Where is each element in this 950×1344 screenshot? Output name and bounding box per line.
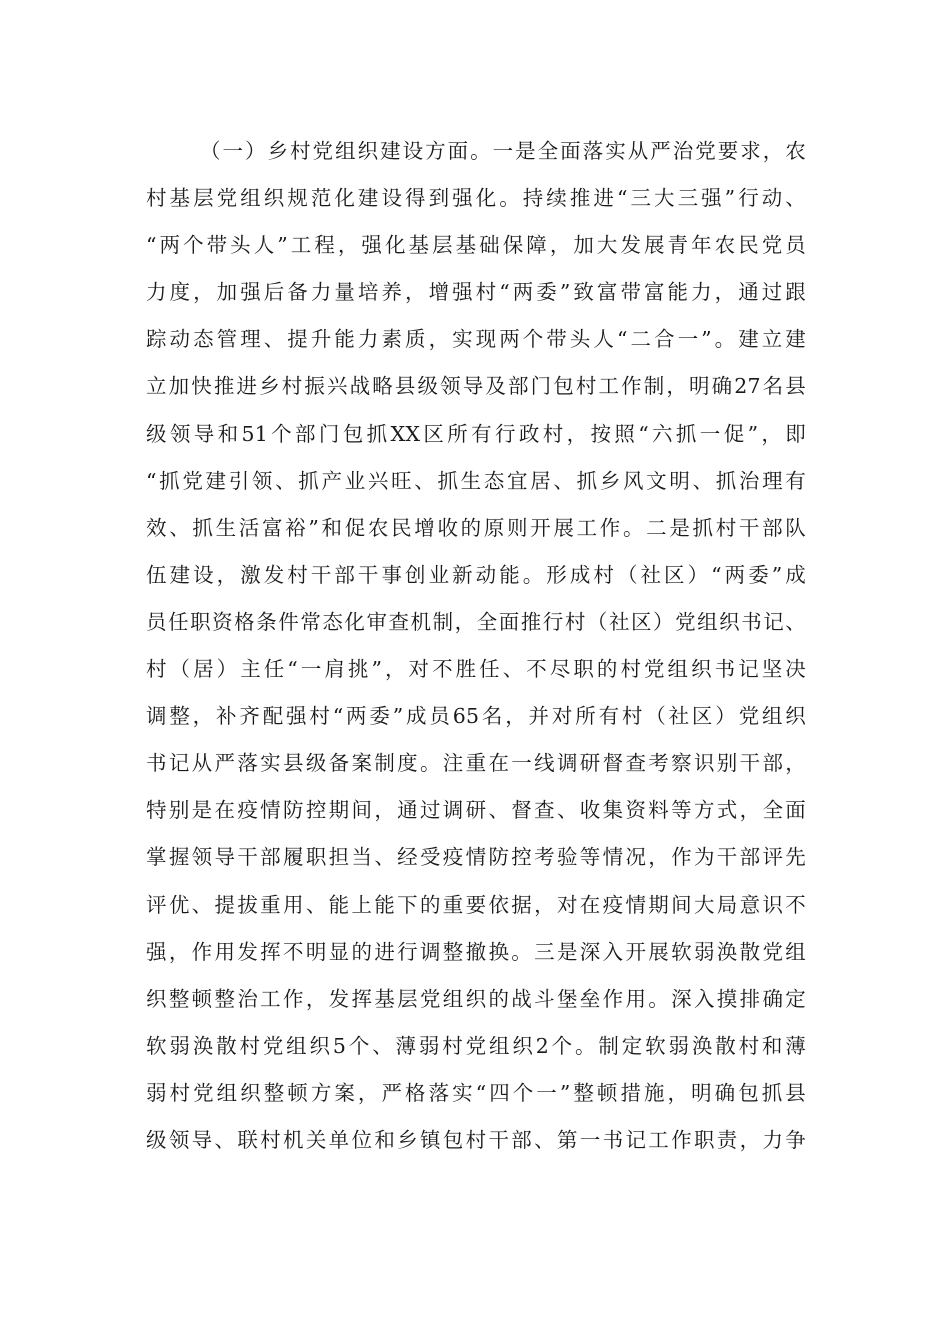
paragraph-line: 弱村党组织整顿方案，严格落实“四个一”整顿措施，明确包抓县 <box>146 1080 806 1105</box>
paragraph-line: 立加快推进乡村振兴战略县级领导及部门包村工作制，明确27名县 <box>146 374 806 399</box>
paragraph-line: （一）乡村党组织建设方面。一是全面落实从严治党要求，农 <box>200 139 806 163</box>
paragraph-line: 织整顿整治工作，发挥基层党组织的战斗堡垒作用。深入摸排确定 <box>146 986 806 1011</box>
paragraph-line: “抓党建引领、抓产业兴旺、抓生态宜居、抓乡风文明、抓治理有 <box>146 468 806 493</box>
paragraph-line: 级领导和51个部门包抓XX区所有行政村，按照“六抓一促”，即 <box>146 421 806 446</box>
paragraph-line: 村（居）主任“一肩挑”，对不胜任、不尽职的村党组织书记坚决 <box>146 657 806 682</box>
paragraph-line: 村基层党组织规范化建设得到强化。持续推进“三大三强”行动、 <box>146 186 806 211</box>
paragraph-line: 特别是在疫情防控期间，通过调研、督查、收集资料等方式，全面 <box>146 798 806 823</box>
paragraph-line: 效、抓生活富裕”和促农民增收的原则开展工作。二是抓村干部队 <box>146 515 806 540</box>
paragraph-line: 级领导、联村机关单位和乡镇包村干部、第一书记工作职责，力争 <box>146 1127 806 1152</box>
paragraph-line: “两个带头人”工程，强化基层基础保障，加大发展青年农民党员 <box>146 233 806 258</box>
paragraph-line: 力度，加强后备力量培养，增强村“两委”致富带富能力，通过跟 <box>146 280 806 305</box>
paragraph-line: 踪动态管理、提升能力素质，实现两个带头人“二合一”。建立建 <box>146 327 806 352</box>
paragraph-line: 软弱涣散村党组织5个、薄弱村党组织2个。制定软弱涣散村和薄 <box>146 1033 806 1058</box>
paragraph-line: 书记从严落实县级备案制度。注重在一线调研督查考察识别干部， <box>146 751 806 776</box>
paragraph-line: 员任职资格条件常态化审查机制，全面推行村（社区）党组织书记、 <box>146 609 806 634</box>
paragraph-line: 调整，补齐配强村“两委”成员65名，并对所有村（社区）党组织 <box>146 704 806 729</box>
paragraph-line: 强，作用发挥不明显的进行调整撤换。三是深入开展软弱涣散党组 <box>146 939 806 964</box>
paragraph-line: 掌握领导干部履职担当、经受疫情防控考验等情况，作为干部评先 <box>146 845 806 870</box>
paragraph-line: 评优、提拔重用、能上能下的重要依据，对在疫情期间大局意识不 <box>146 892 806 917</box>
body-paragraph <box>146 128 806 1164</box>
paragraph-line: 伍建设，激发村干部干事创业新动能。形成村（社区）“两委”成 <box>146 562 806 587</box>
